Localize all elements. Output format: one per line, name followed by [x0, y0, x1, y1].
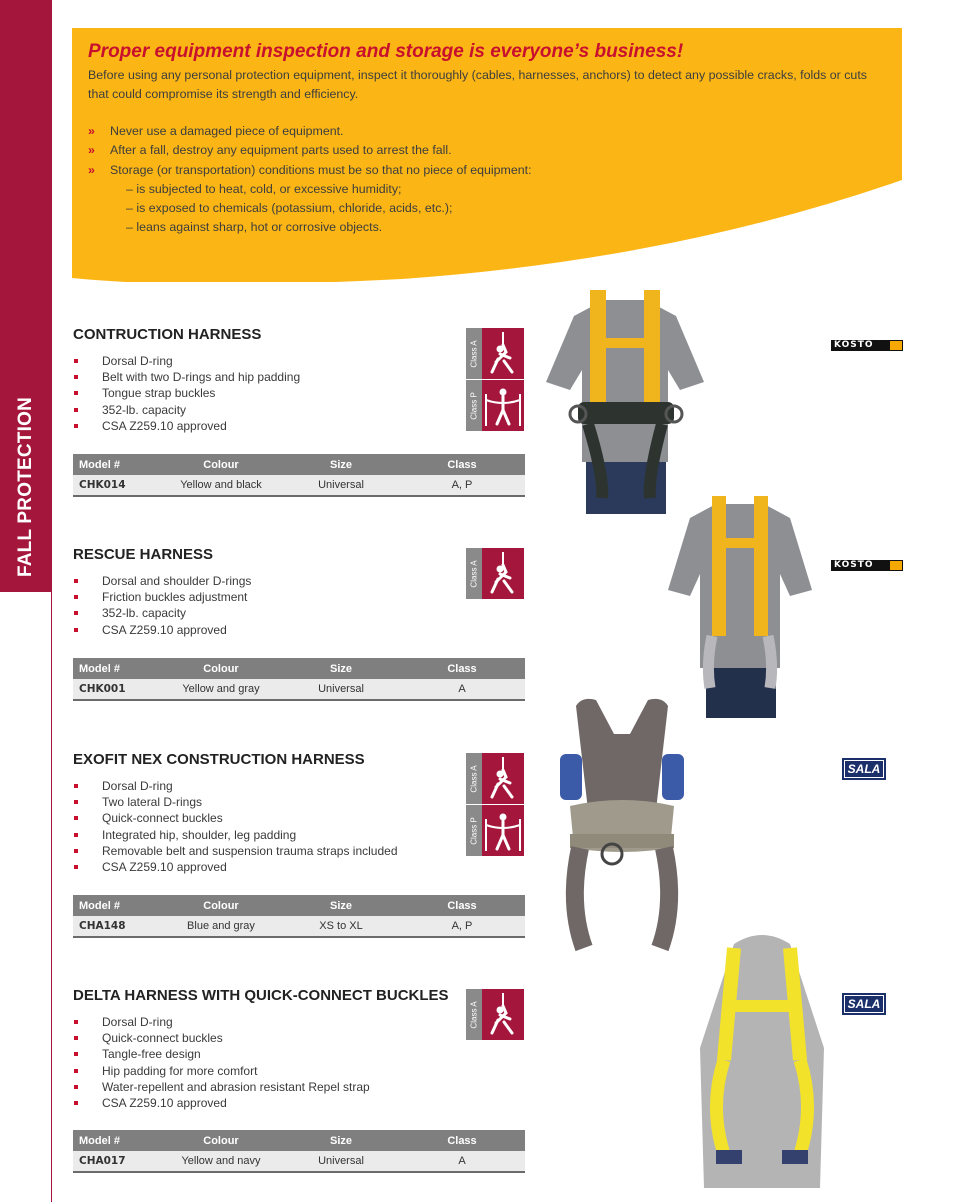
- feature-item: Friction buckles adjustment: [73, 589, 251, 605]
- feature-item: Water-repellent and abrasion resistant Repel strap: [73, 1079, 370, 1095]
- fall-arrest-icon: [482, 989, 524, 1040]
- model-number: CHA148: [79, 920, 126, 932]
- notice-sub-item: – leans against sharp, hot or corrosive objects.: [126, 220, 383, 235]
- capital-brand-logo: KOSTO: [831, 560, 903, 571]
- notice-sub-item: – is subjected to heat, cold, or excessive humidity;: [126, 181, 402, 196]
- class-a-badge: Class A: [466, 328, 524, 379]
- feature-item: Two lateral D-rings: [73, 794, 398, 810]
- spec-header-row: Model # Colour Size Class: [73, 1130, 525, 1151]
- notice-sub-item: – is exposed to chemicals (potassium, chloride, acids, etc.);: [126, 201, 453, 216]
- rescue-harness-photo: [666, 492, 814, 718]
- fall-arrest-icon: [482, 548, 524, 599]
- model-number: CHK001: [79, 683, 126, 695]
- fall-arrest-icon: [482, 753, 524, 804]
- spec-header-row: Model # Colour Size Class: [73, 454, 525, 475]
- chevron-icon: »: [88, 162, 95, 177]
- exofit-nex-harness-photo: [556, 694, 688, 956]
- notice-bullet: » After a fall, destroy any equipment parts used to arrest the fall.: [88, 141, 532, 160]
- product-title: EXOFIT NEX CONSTRUCTION HARNESS: [73, 751, 365, 768]
- feature-item: Dorsal D-ring: [73, 778, 398, 794]
- capital-brand-logo: KOSTO: [831, 340, 903, 351]
- fall-arrest-icon: [482, 328, 524, 379]
- spec-row: CHK014 Yellow and black Universal A, P: [73, 475, 525, 497]
- inspection-notice: [72, 28, 902, 282]
- spec-row: CHK001 Yellow and gray Universal A: [73, 679, 525, 701]
- class-a-badge: Class A: [466, 989, 524, 1040]
- class-p-badge: Class P: [466, 805, 524, 856]
- positioning-icon: [482, 805, 524, 856]
- spec-table: [73, 454, 525, 497]
- construction-harness-photo: [544, 286, 706, 514]
- feature-list: [73, 353, 300, 434]
- feature-item: CSA Z259.10 approved: [73, 622, 251, 638]
- chevron-icon: »: [88, 143, 95, 158]
- feature-item: Quick-connect buckles: [73, 1030, 370, 1046]
- feature-item: CSA Z259.10 approved: [73, 418, 300, 434]
- spec-row: CHA148 Blue and gray XS to XL A, P: [73, 916, 525, 938]
- feature-item: Tangle-free design: [73, 1046, 370, 1062]
- spec-header-row: Model # Colour Size Class: [73, 658, 525, 679]
- feature-item: CSA Z259.10 approved: [73, 1095, 370, 1111]
- feature-item: CSA Z259.10 approved: [73, 859, 398, 875]
- feature-item: Dorsal and shoulder D-rings: [73, 573, 251, 589]
- notice-title: Proper equipment inspection and storage is everyone’s business!: [88, 41, 684, 62]
- product-title: RESCUE HARNESS: [73, 546, 214, 563]
- delta-harness-photo: [696, 930, 828, 1188]
- spec-table: [73, 658, 525, 701]
- spec-header-row: Model # Colour Size Class: [73, 895, 525, 916]
- feature-item: Dorsal D-ring: [73, 353, 300, 369]
- sala-brand-logo: SALA: [842, 993, 886, 1015]
- class-a-badge: Class A: [466, 753, 524, 804]
- feature-item: Belt with two D-rings and hip padding: [73, 369, 300, 385]
- feature-list: [73, 778, 398, 875]
- spec-row: CHA017 Yellow and navy Universal A: [73, 1151, 525, 1173]
- feature-item: Dorsal D-ring: [73, 1014, 370, 1030]
- notice-bullet: » Never use a damaged piece of equipment.: [88, 122, 532, 141]
- model-number: CHK014: [79, 479, 126, 491]
- feature-item: Removable belt and suspension trauma straps included: [73, 843, 398, 859]
- sidebar-label: FALL PROTECTION: [15, 397, 36, 577]
- spec-table: [73, 895, 525, 938]
- positioning-icon: [482, 380, 524, 431]
- class-p-badge: Class P: [466, 380, 524, 431]
- model-number: CHA017: [79, 1155, 126, 1167]
- feature-item: Quick-connect buckles: [73, 810, 398, 826]
- feature-item: Hip padding for more comfort: [73, 1063, 370, 1079]
- sala-brand-logo: SALA: [842, 758, 886, 780]
- product-title: DELTA HARNESS WITH QUICK-CONNECT BUCKLES: [73, 987, 449, 1004]
- feature-item: 352-lb. capacity: [73, 605, 251, 621]
- notice-bullet: » Storage (or transportation) conditions must be so that no piece of equipment:: [88, 161, 532, 180]
- chevron-icon: »: [88, 124, 95, 138]
- class-a-badge: Class A: [466, 548, 524, 599]
- spec-table: [73, 1130, 525, 1173]
- product-title: CONTRUCTION HARNESS: [73, 326, 262, 343]
- feature-list: [73, 573, 251, 638]
- feature-item: 352-lb. capacity: [73, 402, 300, 418]
- feature-item: Tongue strap buckles: [73, 385, 300, 401]
- feature-item: Integrated hip, shoulder, leg padding: [73, 827, 398, 843]
- feature-list: [73, 1014, 370, 1111]
- notice-intro: Before using any personal protection equipment, inspect it thoroughly (cables, harnesses, anchors) to detect any possible cracks, folds or cuts that could compromise its strength and efficiency.: [88, 68, 867, 101]
- notice-list: [88, 122, 532, 238]
- sidebar: [0, 0, 52, 1202]
